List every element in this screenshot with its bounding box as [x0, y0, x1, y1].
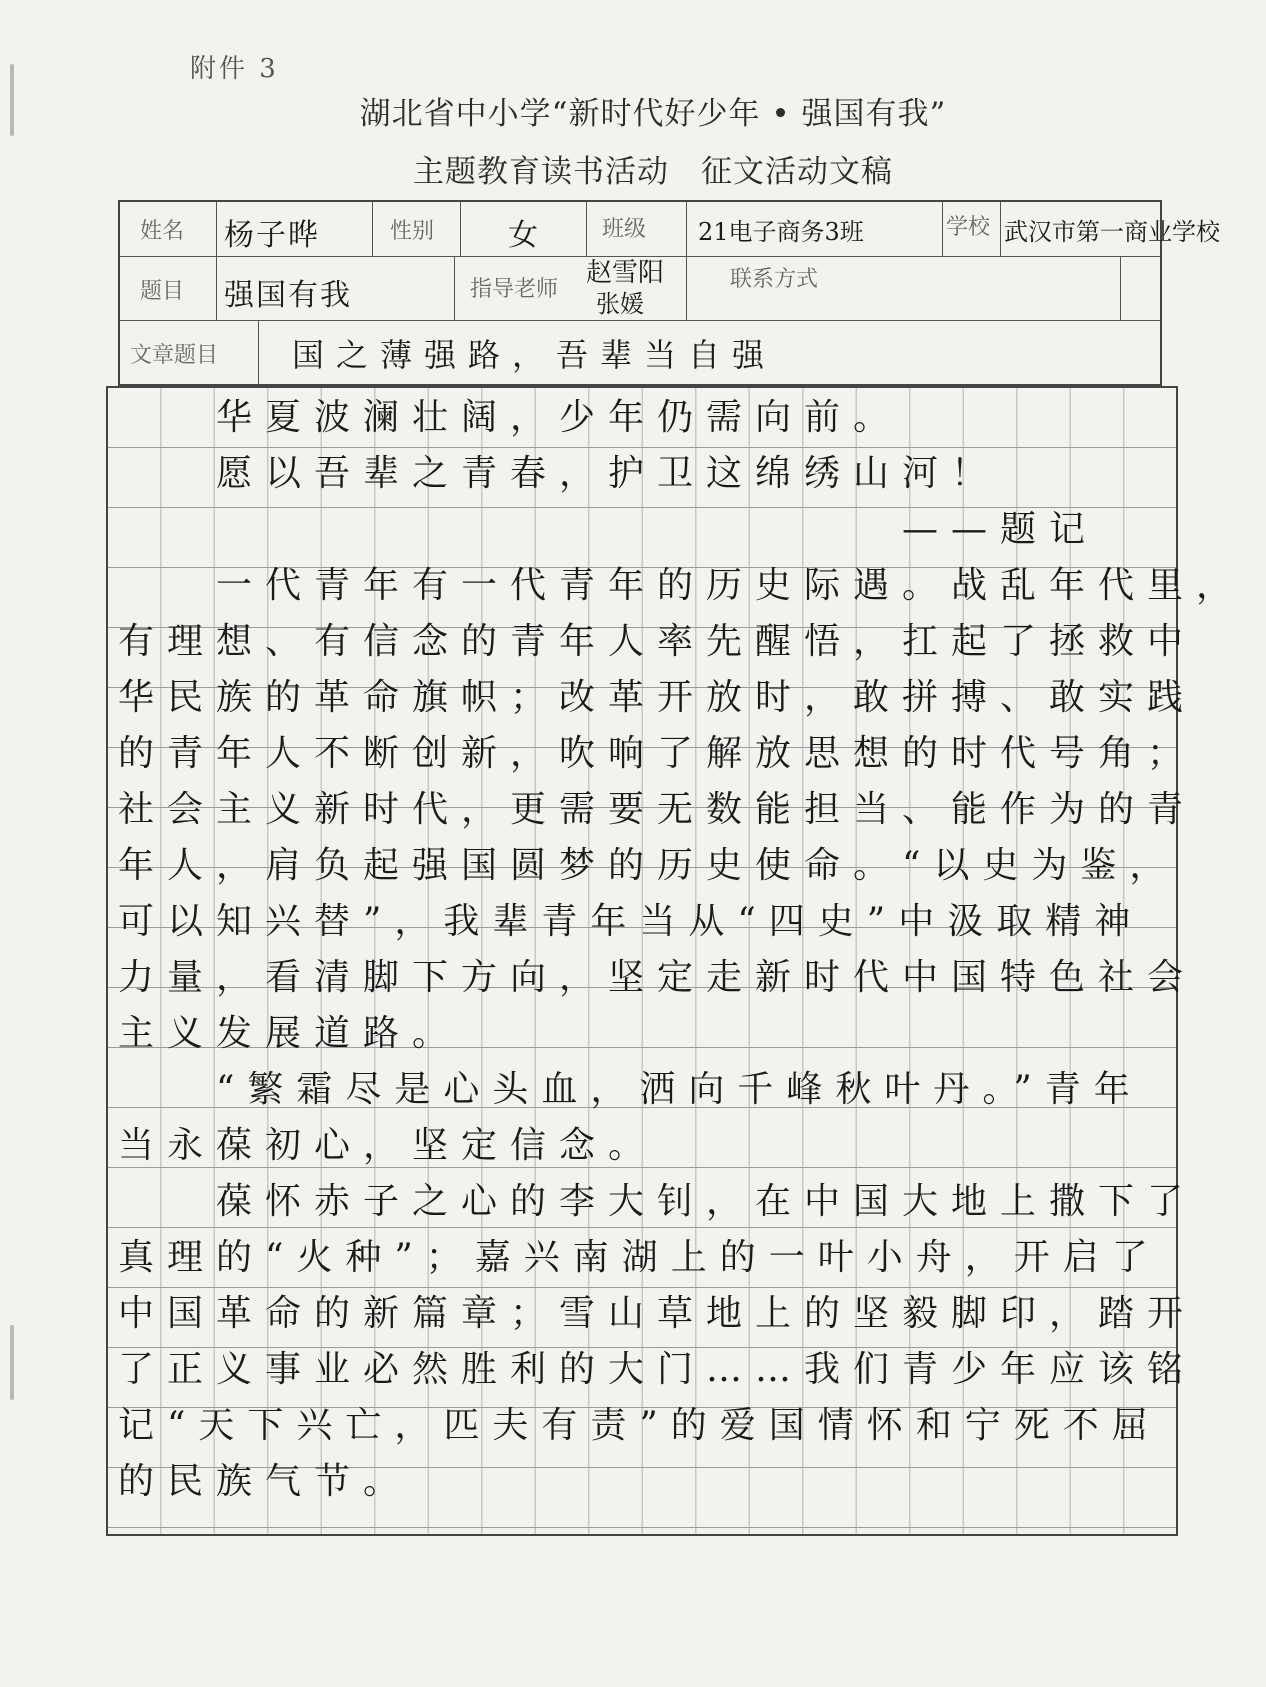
- teacher-value-2[interactable]: 张媛: [596, 290, 644, 318]
- essay-line: 一代青年有一代青年的历史际遇。战乱年代里，: [118, 565, 1246, 606]
- page-title: 湖北省中小学“新时代好少年 • 强国有我”: [359, 96, 947, 132]
- essay-line: 记“天下兴亡，匹夫有责”的爱国情怀和宁死不屈: [118, 1405, 1161, 1446]
- essay-grid: [106, 386, 1246, 1536]
- attachment-label: 附件 3: [190, 54, 279, 84]
- essay-line: 真理的“火种”；嘉兴南湖上的一叶小舟，开启了: [118, 1237, 1161, 1278]
- essay-line: 了正义事业必然胜利的大门……我们青少年应该铭: [118, 1349, 1197, 1390]
- topic-value[interactable]: 强国有我: [224, 278, 352, 313]
- info-table: [118, 200, 1220, 386]
- essay-line: 社会主义新时代，更需要无数能担当、能作为的青: [118, 789, 1197, 830]
- school-value[interactable]: 武汉市第一商业学校: [1004, 218, 1220, 246]
- article-title-value[interactable]: 国之薄强路，吾辈当自强: [292, 336, 777, 374]
- class-value[interactable]: 21电子商务3班: [698, 218, 864, 246]
- name-value[interactable]: 杨子晔: [224, 218, 320, 253]
- essay-line: 当永葆初心，坚定信念。: [118, 1125, 658, 1166]
- essay-line: 主义发展道路。: [118, 1013, 462, 1054]
- name-label: 姓名: [140, 219, 185, 244]
- binding-mark-bottom: [10, 1325, 14, 1400]
- essay-line: 有理想、有信念的青年人率先醒悟，扛起了拯救中: [118, 621, 1197, 662]
- essay-line: 可以知兴替”，我辈青年当从“四史”中汲取精神: [118, 901, 1144, 942]
- essay-line: 力量，看清脚下方向，坚定走新时代中国特色社会: [118, 957, 1197, 998]
- essay-line: 的民族气节。: [118, 1461, 413, 1502]
- essay-line: 华夏波澜壮阔，少年仍需向前。: [118, 397, 903, 438]
- page-subtitle: 主题教育读书活动 征文活动文稿: [413, 154, 893, 190]
- essay-line: “繁霜尽是心头血，洒向千峰秋叶丹。”青年: [118, 1069, 1143, 1110]
- gender-value[interactable]: 女: [508, 218, 540, 253]
- essay-line: 的青年人不断创新，吹响了解放思想的时代号角；: [118, 733, 1197, 774]
- essay-line: 年人，肩负起强国圆梦的历史使命。“以史为鉴，: [118, 845, 1179, 886]
- essay-line: 中国革命的新篇章；雪山草地上的坚毅脚印，踏开: [118, 1293, 1197, 1334]
- essay-line: 葆怀赤子之心的李大钊，在中国大地上撒下了: [118, 1181, 1197, 1222]
- teacher-label: 指导老师: [470, 277, 559, 302]
- binding-mark-top: [10, 64, 14, 136]
- article-title-label: 文章题目: [130, 343, 219, 368]
- essay-line: 愿以吾辈之青春，护卫这绵绣山河！: [118, 453, 1001, 494]
- gender-label: 性别: [390, 219, 435, 244]
- essay-line: 华民族的革命旗帜；改革开放时，敢拼搏、敢实践: [118, 677, 1197, 718]
- class-label: 班级: [602, 217, 647, 242]
- topic-label: 题目: [140, 279, 185, 304]
- school-label: 学校: [946, 215, 991, 240]
- essay-line: ——题记: [118, 509, 1099, 550]
- teacher-value-1[interactable]: 赵雪阳: [586, 258, 665, 288]
- contact-label: 联系方式: [730, 267, 819, 292]
